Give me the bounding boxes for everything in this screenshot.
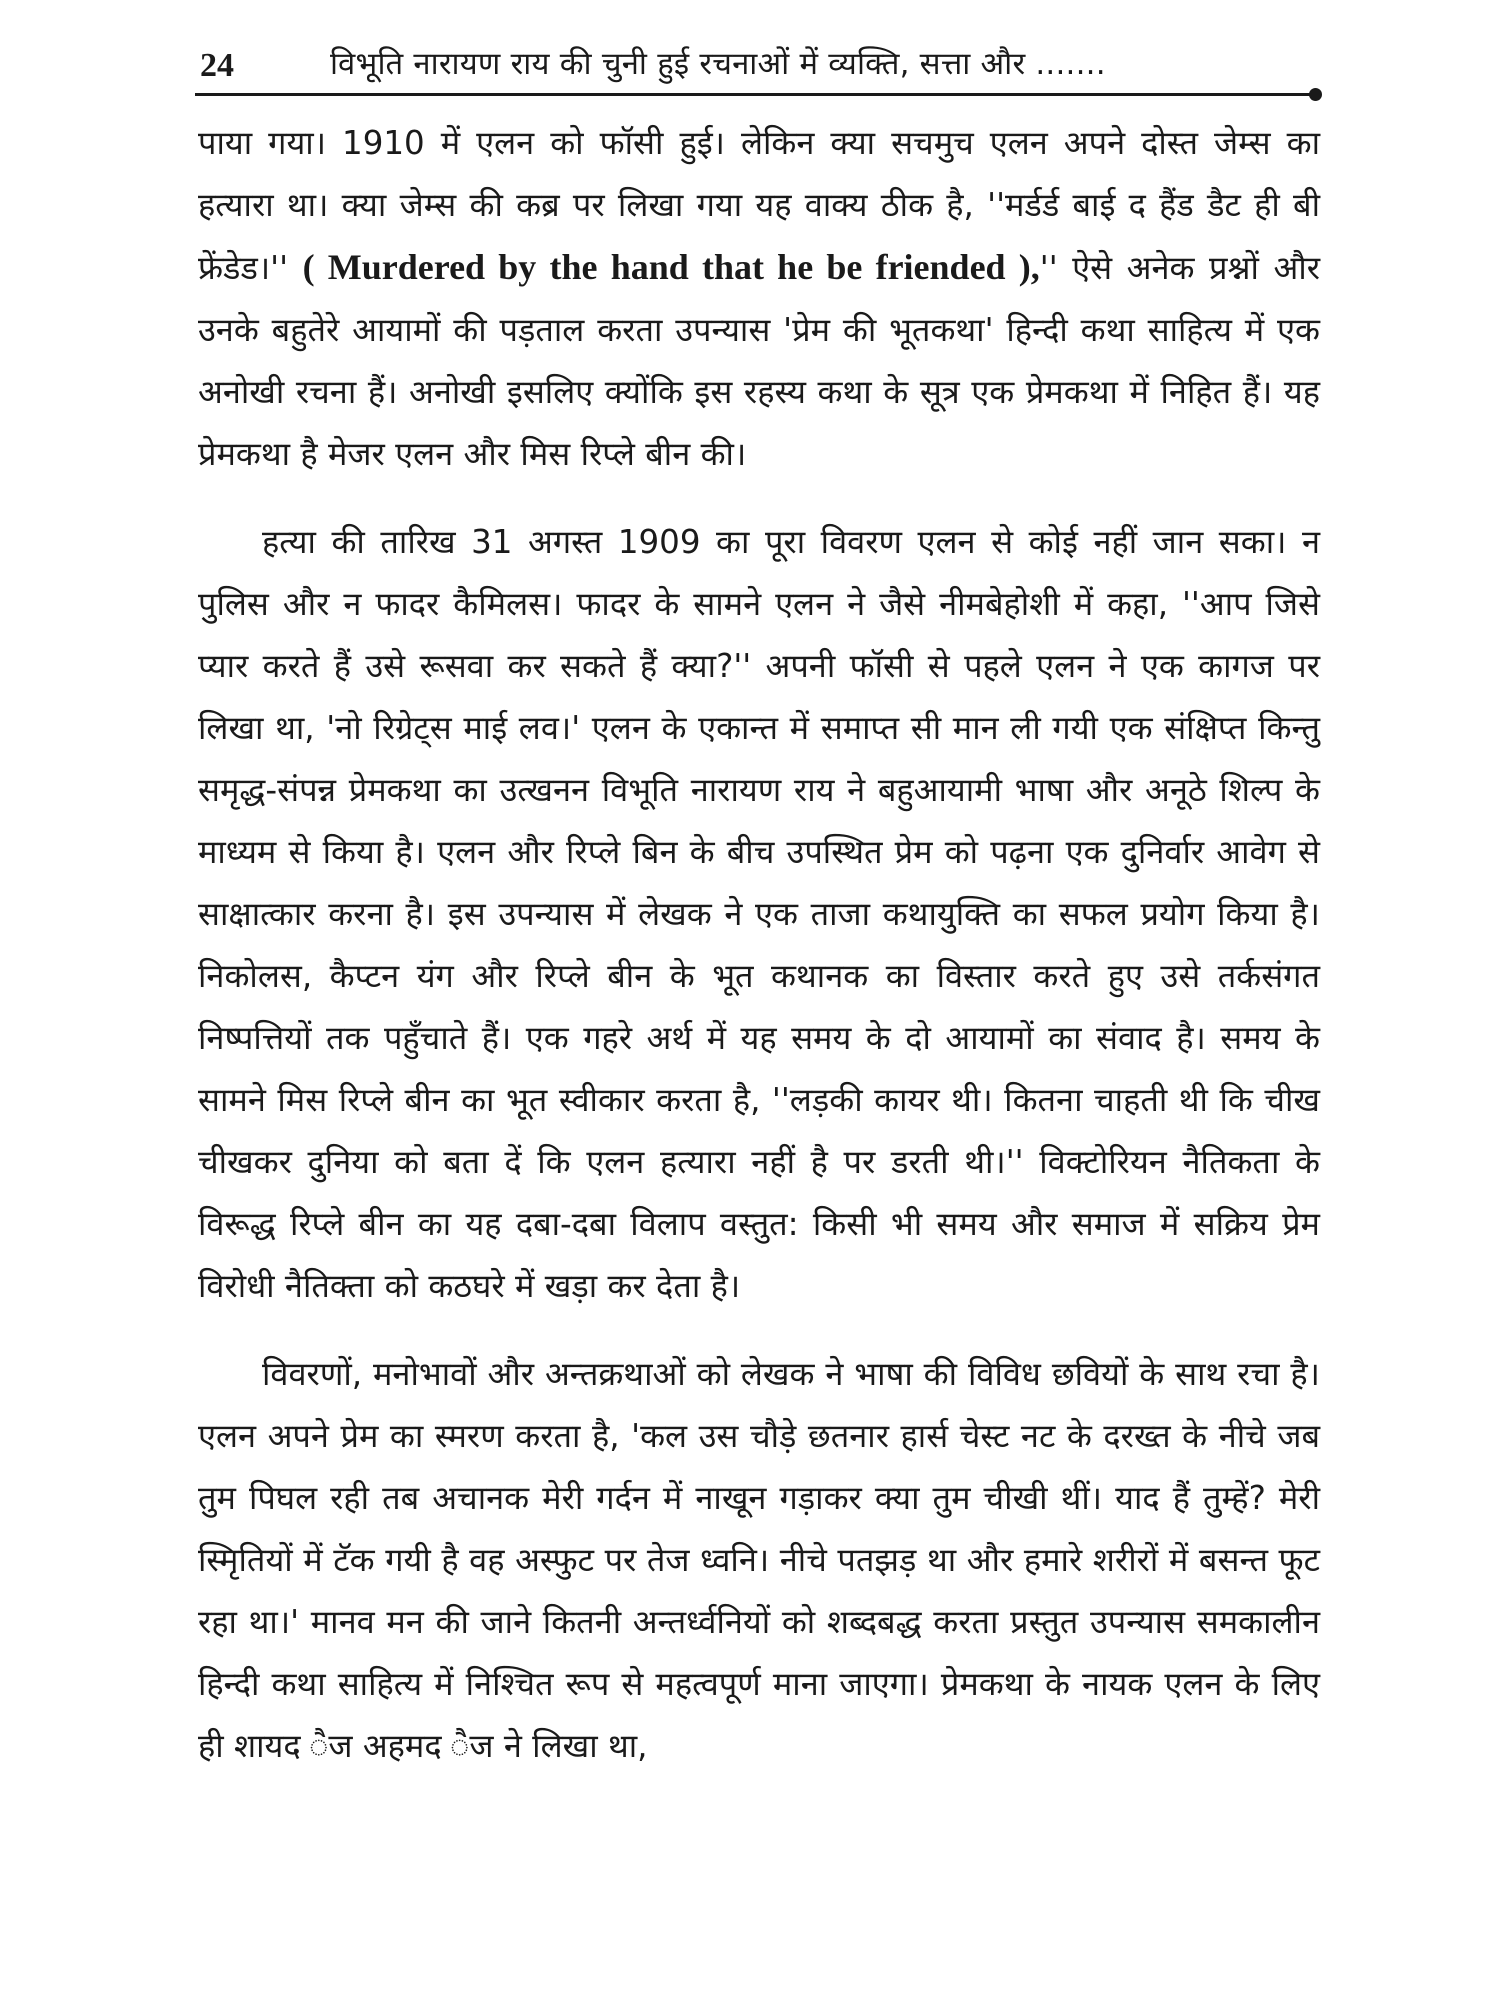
paragraph-2: हत्या की तारिख 31 अगस्त 1909 का पूरा विवरण एलन से कोई नहीं जान सका। न पुलिस और न फादर कैमिलस। फादर के सामने एलन ने जैसे नीमबेहोशी में कहा, ''आप जिसे प्यार करते हैं उसे रूसवा कर सकते हैं क्या?'' अपनी फॉसी से पहले एलन ने एक कागज पर लिखा था, 'नो रिग्रेट्स माई लव।' एलन के एकान्त में समाप्त सी मान ली गयी एक संक्षिप्त किन्तु समृद्ध-संपन्न प्रेमकथा का उत्खनन विभूति नारायण राय ने बहुआयामी भाषा और अनूठे शिल्प के माध्यम से किया है। एलन और रिप्ले बिन के बीच उपस्थित प्रेम को पढ़ना एक दुनिर्वार आवेग से साक्षात्कार करना है। इस उपन्यास में लेखक ने एक ताजा कथायुक्ति का सफल प्रयोग किया है। निकोलस, कैप्टन यंग और रिप्ले बीन के भूत कथानक का विस्तार करते हुए उसे तर्कसंगत निष्पत्तियों तक पहुँचाते हैं। एक गहरे अर्थ में यह समय के दो आयामों का संवाद है। समय के सामने मिस रिप्ले बीन का भूत स्वीकार करता है, ''लड़की कायर थी। कितना चाहती थी कि चीख चीखकर दुनिया को बता दें कि एलन हत्यारा नहीं है पर डरती थी।'' विक्टोरियन नैतिकता के विरूद्ध रिप्ले बीन का यह दबा-दबा विलाप वस्तुत: किसी भी समय और समाज में सक्रिय प्रेम विरोधी नैतिक्ता को कठघरे में खड़ा कर देता है। [198,523,1320,1305]
paragraph-1-text-start: पाया गया। 1910 में एलन को फॉसी हुई। लेकिन क्या सचमुच एलन अपने दोस्त जेम्स का हत्यारा था। क्या जेम्स की कब्र पर लिखा गया यह वाक्य ठीक है, ''मर्डर्ड बाई द हैंड डैट ही बी फ्रेंडेड।'' [198,124,1320,287]
english-quote: ( Murdered by the hand that he be friended ), [302,247,1040,287]
page-header [195,40,1320,100]
paragraph-1 [198,112,1320,485]
paragraph-3: विवरणों, मनोभावों और अन्तक्रथाओं को लेखक ने भाषा की विविध छवियों के साथ रचा है। एलन अपने प्रेम का स्मरण करता है, 'कल उस चौड़े छतनार हार्स चेस्ट नट के दरख्त के नीचे जब तुम पिघल रही तब अचानक मेरी गर्दन में नाखून गड़ाकर क्या तुम चीखी थीं। याद हैं तुम्हें? मेरी स्मृितियों में टॅक गयी है वह अस्फुट पर तेज ध्वनि। नीचे पतझड़ था और हमारे शरीरों में बसन्त फूट रहा था।' मानव मन की जाने कितनी अन्तर्ध्वनियों को शब्दबद्ध करता प्रस्तुत उपन्यास समकालीन हिन्दी कथा साहित्य में निश्चित रूप से महत्वपूर्ण माना जाएगा। प्रेमकथा के नायक एलन के लिए ही शायद ‍ैज अहमद ‍ैज ने लिखा था, [198,1355,1321,1765]
running-title: विभूति नारायण राय की चुनी हुई रचनाओं में व्यक्ति, सत्ता और ....... [330,46,1106,82]
body-text [198,112,1320,1777]
page-number: 24 [200,47,234,84]
header-rule-end-dot [1309,88,1322,101]
header-rule [195,93,1315,96]
paragraph-1-text-end: '' ऐसे अनेक प्रश्नों और उनके बहुतेरे आयामों की पड़ताल करता उपन्यास 'प्रेम की भूतकथा' हिन्दी कथा साहित्य में एक अनोखी रचना हैं। अनोखी इसलिए क्योंकि इस रहस्य कथा के सूत्र एक प्रेमकथा में निहित हैं। यह प्रेमकथा है मेजर एलन और मिस रिप्ले बीन की। [198,249,1320,473]
